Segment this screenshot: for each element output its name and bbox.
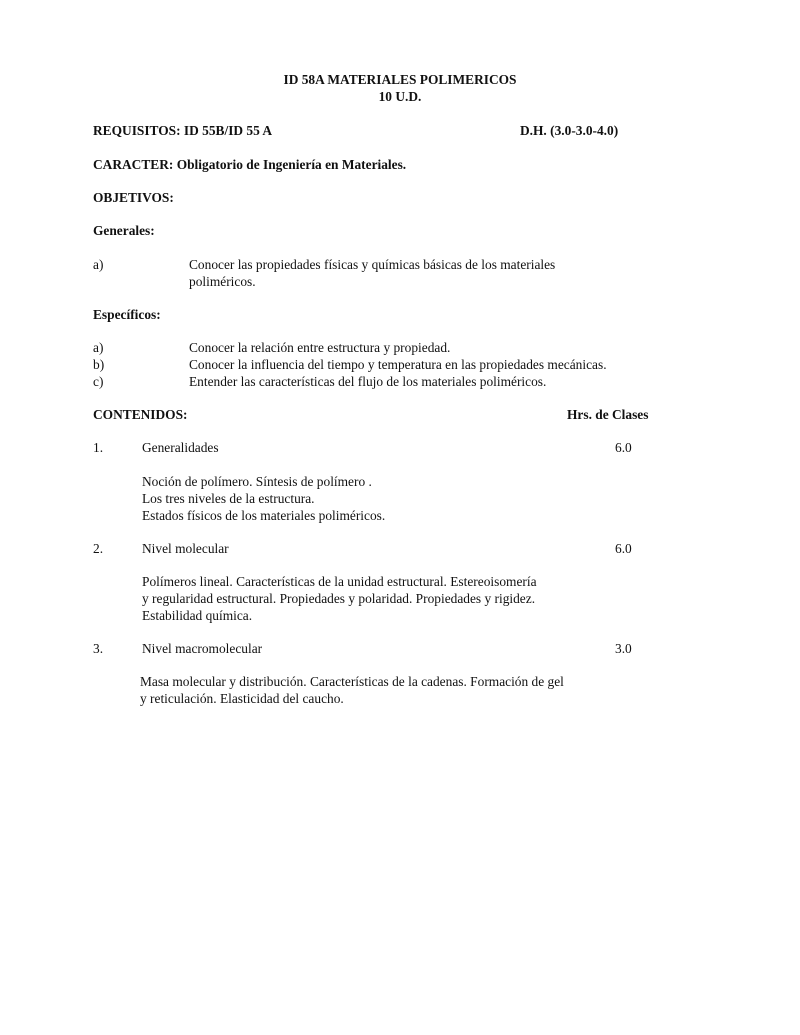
especificos-item-text: Conocer la influencia del tiempo y temperatura en las propiedades mecánicas. xyxy=(189,357,607,372)
caracter-line: CARACTER: Obligatorio de Ingeniería en Materiales. xyxy=(93,157,407,172)
unit-description-line: Estados físicos de los materiales poliméricos. xyxy=(142,508,386,523)
dh-hours: D.H. (3.0-3.0-4.0) xyxy=(520,123,619,138)
unit-hours: 6.0 xyxy=(615,541,632,556)
especificos-item-text: Entender las características del flujo de los materiales poliméricos. xyxy=(189,374,547,389)
unit-description-line: y regularidad estructural. Propiedades y polaridad. Propiedades y rigidez. xyxy=(142,591,536,606)
unit-hours: 6.0 xyxy=(615,440,632,455)
objetivos-heading: OBJETIVOS: xyxy=(93,190,174,205)
unit-title: Nivel molecular xyxy=(142,541,229,556)
unit-description-line: Noción de polímero. Síntesis de polímero . xyxy=(142,474,372,489)
generales-heading: Generales: xyxy=(93,223,155,238)
unit-hours: 3.0 xyxy=(615,641,632,656)
contenidos-heading: CONTENIDOS: xyxy=(93,407,188,422)
unit-description-line: Los tres niveles de la estructura. xyxy=(142,491,315,506)
especificos-item-marker: c) xyxy=(93,374,104,389)
unit-description-line: Estabilidad química. xyxy=(142,608,253,623)
course-units: 10 U.D. xyxy=(378,89,422,104)
unit-number: 1. xyxy=(93,440,104,455)
generales-item-line: Conocer las propiedades físicas y químicas básicas de los materiales xyxy=(189,257,556,272)
course-title: ID 58A MATERIALES POLIMERICOS xyxy=(283,72,517,87)
unit-description-line: y reticulación. Elasticidad del caucho. xyxy=(140,691,344,706)
unit-number: 2. xyxy=(93,541,104,556)
unit-description-line: Masa molecular y distribución. Características de la cadenas. Formación de gel xyxy=(140,674,564,689)
unit-title: Generalidades xyxy=(142,440,219,455)
hours-column-header: Hrs. de Clases xyxy=(567,407,649,422)
especificos-item-marker: a) xyxy=(93,340,104,355)
unit-title: Nivel macromolecular xyxy=(142,641,263,656)
unit-description-line: Polímeros lineal. Características de la unidad estructural. Estereoisomería xyxy=(142,574,537,589)
generales-item-line: poliméricos. xyxy=(189,274,256,289)
requisitos-label: REQUISITOS: ID 55B/ID 55 A xyxy=(93,123,273,138)
especificos-item-marker: b) xyxy=(93,357,105,372)
especificos-item-text: Conocer la relación entre estructura y propiedad. xyxy=(189,340,451,355)
unit-number: 3. xyxy=(93,641,104,656)
generales-item-marker: a) xyxy=(93,257,104,272)
especificos-heading: Específicos: xyxy=(93,307,161,322)
